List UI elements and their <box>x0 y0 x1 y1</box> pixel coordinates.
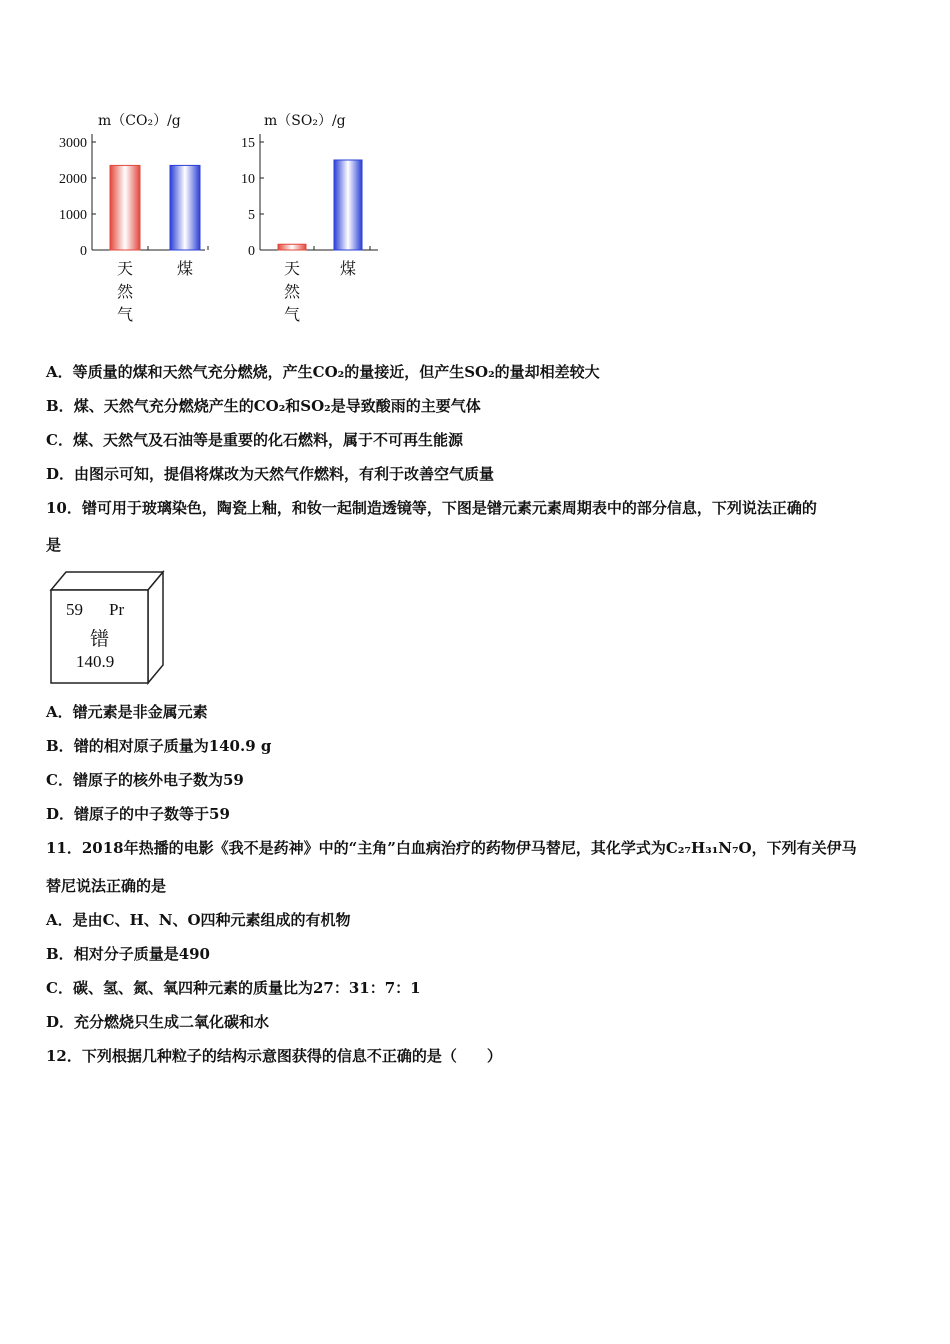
option-text: 相对分子质量是490 <box>73 945 210 963</box>
x-tick-label: 气 <box>283 305 301 324</box>
option-prefix: D． <box>46 465 75 483</box>
y-tick-label: 1000 <box>59 208 87 223</box>
y-axis-label: m（SO₂）/g <box>264 113 346 129</box>
atomic-mass: 140.9 <box>76 652 115 671</box>
x-tick-label: 然 <box>283 282 301 301</box>
x-tick-label: 气 <box>116 305 134 324</box>
q9-option-a <box>46 362 600 382</box>
bar-natural-gas <box>278 244 306 250</box>
option-prefix: D． <box>46 1013 75 1031</box>
q11-stem-line1: 11．2018年热播的电影《我不是药神》中的“主角”白血病治疗的药物伊马替尼，其化学式为C₂₇H₃₁N₇O，下列有关伊马 <box>46 839 857 857</box>
element-name: 镨 <box>90 628 110 650</box>
bar-coal <box>170 165 200 250</box>
y-tick-label: 15 <box>241 136 255 151</box>
option-prefix: A． <box>46 703 73 721</box>
option-text: 镨元素是非金属元素 <box>72 703 208 721</box>
option-text: 镨原子的核外电子数为59 <box>72 771 244 789</box>
q10-stem-line1: 10．镨可用于玻璃染色，陶瓷上釉，和钕一起制造透镜等，下图是镨元素元素周期表中的部分信息，下列说法正确的 <box>46 499 817 517</box>
q12-stem: 12．下列根据几种粒子的结构示意图获得的信息不正确的是（ ） <box>46 1047 502 1065</box>
option-text: 碳、氢、氮、氧四种元素的质量比为27：31：7：1 <box>72 979 421 997</box>
option-text: 等质量的煤和天然气充分燃烧，产生CO₂的量接近，但产生SO₂的量却相差较大 <box>72 363 600 381</box>
co2-chart <box>40 100 220 330</box>
option-text: 充分燃烧只生成二氧化碳和水 <box>74 1013 270 1031</box>
option-text: 是由C、H、N、O四种元素组成的有机物 <box>72 911 351 929</box>
bar-coal <box>334 160 362 250</box>
q11-option-d <box>46 1012 269 1032</box>
q11-stem-line2: 替尼说法正确的是 <box>46 877 167 895</box>
element-card <box>48 570 166 686</box>
q10-option-a <box>46 702 208 722</box>
x-tick-label: 天 <box>283 259 301 278</box>
option-text: 煤、天然气及石油等是重要的化石燃料，属于不可再生能源 <box>72 431 463 449</box>
option-prefix: C． <box>46 771 73 789</box>
y-tick-label: 5 <box>248 208 255 223</box>
option-prefix: A． <box>46 911 73 929</box>
bar-natural-gas <box>110 165 140 250</box>
q9-option-b <box>46 396 481 416</box>
option-prefix: A． <box>46 363 73 381</box>
atomic-number: 59 <box>66 600 83 619</box>
q11-option-b <box>46 944 210 964</box>
option-prefix: B． <box>46 945 74 963</box>
q10-stem-line2: 是 <box>46 536 62 554</box>
q10-option-b <box>46 736 271 756</box>
y-tick-label: 3000 <box>59 136 87 151</box>
y-tick-label: 10 <box>241 172 255 187</box>
y-tick-label: 0 <box>248 244 255 259</box>
so2-chart <box>236 100 396 330</box>
y-tick-label: 2000 <box>59 172 87 187</box>
y-axis-label: m（CO₂）/g <box>98 113 181 129</box>
option-text: 煤、天然气充分燃烧产生的CO₂和SO₂是导致酸雨的主要气体 <box>73 397 481 415</box>
option-text: 镨的相对原子质量为140.9 g <box>73 737 272 755</box>
option-prefix: B． <box>46 737 74 755</box>
option-text: 镨原子的中子数等于59 <box>74 805 230 823</box>
q10-option-c <box>46 770 244 790</box>
x-tick-label: 煤 <box>339 259 357 278</box>
option-text: 由图示可知，提倡将煤改为天然气作燃料，有利于改善空气质量 <box>74 465 495 483</box>
q10-option-d <box>46 804 230 824</box>
x-tick-label: 煤 <box>176 259 194 278</box>
option-prefix: D． <box>46 805 75 823</box>
option-prefix: C． <box>46 979 73 997</box>
option-prefix: B． <box>46 397 74 415</box>
x-tick-label: 然 <box>116 282 134 301</box>
q11-option-c <box>46 978 421 998</box>
q9-option-c <box>46 430 463 450</box>
q11-option-a <box>46 910 351 930</box>
x-tick-label: 天 <box>116 259 134 278</box>
q9-option-d <box>46 464 494 484</box>
co2-bar-chart <box>40 100 220 330</box>
option-prefix: C． <box>46 431 73 449</box>
y-tick-label: 0 <box>80 244 87 259</box>
element-symbol: Pr <box>109 600 125 619</box>
so2-bar-chart <box>236 100 396 330</box>
